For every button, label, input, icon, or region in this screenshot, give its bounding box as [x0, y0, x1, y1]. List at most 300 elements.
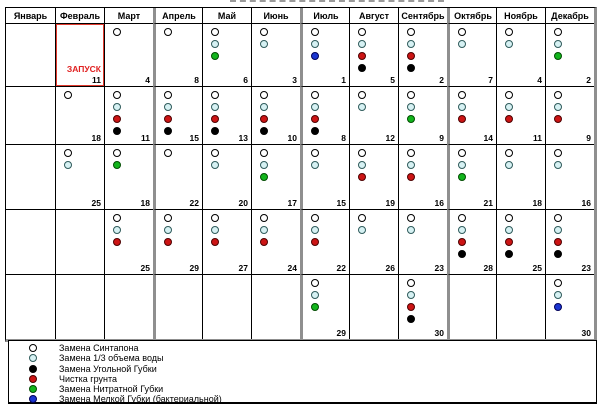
coal-sponge-dot [113, 127, 121, 135]
water-change-dot [554, 40, 562, 48]
startup-label: ЗАПУСК [66, 64, 101, 74]
cell-date: 18 [140, 198, 150, 208]
task-dots [546, 145, 594, 169]
calendar-cell [300, 209, 349, 274]
sintapon-change-dot [164, 91, 172, 99]
legend-label: Замена 1/3 объема воды [59, 353, 164, 364]
calendar-cell [300, 274, 349, 339]
calendar-table [5, 7, 597, 342]
calendar-cell [349, 23, 398, 86]
sintapon-change-dot [554, 28, 562, 36]
month-header-6: Июнь [251, 8, 300, 23]
calendar-cell [545, 274, 594, 339]
coal-sponge-dot [458, 250, 466, 258]
water-change-dot [311, 226, 319, 234]
water-change-dot [113, 103, 121, 111]
task-dots [450, 87, 496, 123]
calendar-cell [55, 86, 104, 144]
task-dots [303, 87, 349, 135]
cell-date: 8 [341, 133, 346, 143]
calendar-cell [349, 274, 398, 339]
legend-item [9, 353, 596, 363]
coal-sponge-dot [407, 315, 415, 323]
cell-date: 24 [287, 263, 297, 273]
task-dots [350, 145, 398, 181]
sintapon-change-dot [458, 214, 466, 222]
water-change-dot [505, 161, 513, 169]
calendar-cell [349, 144, 398, 209]
water-change-dot [407, 103, 415, 111]
cell-date: 7 [488, 75, 493, 85]
sintapon-change-dot [113, 149, 121, 157]
sintapon-change-dot [505, 149, 513, 157]
calendar-cell [447, 23, 496, 86]
sintapon-change-dot [358, 28, 366, 36]
calendar-cell [104, 23, 153, 86]
calendar-cell [300, 86, 349, 144]
calendar-cell [55, 144, 104, 209]
nitrate-sponge-dot [211, 52, 219, 60]
cell-date: 29 [189, 263, 199, 273]
sintapon-change-dot [554, 149, 562, 157]
water-change-dot [554, 226, 562, 234]
calendar-cell [202, 274, 251, 339]
task-dots [303, 24, 349, 60]
sintapon-change-dot [358, 149, 366, 157]
sintapon-change-dot [211, 28, 219, 36]
cell-date: 22 [189, 198, 199, 208]
legend-label: Чистка грунта [59, 373, 117, 384]
task-dots [252, 24, 300, 48]
sintapon-change-dot [311, 149, 319, 157]
task-dots [546, 275, 594, 311]
cell-date: 23 [434, 263, 444, 273]
sintapon-change-dot [458, 91, 466, 99]
task-dots [350, 210, 398, 234]
nitrate-sponge-dot [407, 115, 415, 123]
ground-cleaning-dot [407, 173, 415, 181]
calendar-cell [496, 209, 545, 274]
water-change-legend-dot [29, 354, 37, 362]
task-dots [546, 210, 594, 258]
task-dots [450, 145, 496, 181]
task-dots [105, 145, 153, 169]
task-dots [252, 87, 300, 135]
cell-date: 19 [385, 198, 395, 208]
month-header-8: Август [349, 8, 398, 23]
cell-date: 2 [586, 75, 591, 85]
task-dots [497, 210, 545, 258]
coal-sponge-legend-dot [29, 365, 37, 373]
water-change-dot [407, 40, 415, 48]
cell-date: 9 [439, 133, 444, 143]
ground-cleaning-dot [260, 238, 268, 246]
water-change-dot [407, 161, 415, 169]
legend-item [9, 364, 596, 374]
cell-date: 1 [341, 75, 346, 85]
calendar-cell [496, 86, 545, 144]
sintapon-change-dot [505, 91, 513, 99]
cell-date: 11 [92, 75, 101, 85]
calendar-cell [202, 209, 251, 274]
cell-date: 18 [532, 198, 542, 208]
sintapon-change-dot [260, 149, 268, 157]
sintapon-change-dot [554, 279, 562, 287]
legend-label: Замена Угольной Губки [59, 363, 157, 374]
cell-date: 3 [292, 75, 297, 85]
calendar-cell [6, 209, 55, 274]
coal-sponge-dot [311, 127, 319, 135]
nitrate-sponge-legend-dot [29, 385, 37, 393]
cell-date: 6 [243, 75, 248, 85]
water-change-dot [311, 40, 319, 48]
water-change-dot [554, 161, 562, 169]
calendar-cell [55, 274, 104, 339]
ground-cleaning-dot [505, 115, 513, 123]
calendar-cell [300, 23, 349, 86]
fine-sponge-legend-dot [29, 395, 37, 403]
calendar-cell [6, 274, 55, 339]
ground-cleaning-dot [311, 115, 319, 123]
calendar-cell [202, 144, 251, 209]
ground-cleaning-dot [407, 52, 415, 60]
water-change-dot [260, 103, 268, 111]
water-change-dot [458, 40, 466, 48]
cell-date: 25 [532, 263, 542, 273]
sintapon-change-dot [554, 91, 562, 99]
ground-cleaning-dot [260, 115, 268, 123]
nitrate-sponge-dot [554, 52, 562, 60]
sintapon-change-dot [211, 214, 219, 222]
task-dots [399, 145, 447, 181]
calendar-cell [447, 144, 496, 209]
ground-cleaning-dot [164, 238, 172, 246]
calendar-cell [104, 209, 153, 274]
calendar-cell [6, 23, 55, 86]
task-dots [303, 275, 349, 311]
sintapon-change-dot [64, 149, 72, 157]
sintapon-change-dot [311, 279, 319, 287]
task-dots [203, 145, 251, 169]
coal-sponge-dot [505, 250, 513, 258]
month-header-12: Декабрь [545, 8, 594, 23]
coal-sponge-dot [358, 64, 366, 72]
task-dots [156, 210, 202, 246]
ground-cleaning-dot [311, 238, 319, 246]
task-dots [203, 87, 251, 135]
water-change-dot [358, 161, 366, 169]
cell-date: 4 [537, 75, 542, 85]
cell-date: 16 [581, 198, 591, 208]
sintapon-change-dot [407, 214, 415, 222]
calendar-cell [545, 86, 594, 144]
task-dots [203, 24, 251, 60]
calendar-cell [6, 144, 55, 209]
ground-cleaning-dot [407, 303, 415, 311]
sintapon-change-dot [311, 91, 319, 99]
calendar-cell [153, 144, 202, 209]
cell-date: 25 [91, 198, 101, 208]
coal-sponge-dot [211, 127, 219, 135]
ground-cleaning-dot [113, 238, 121, 246]
water-change-dot [458, 103, 466, 111]
task-dots [450, 210, 496, 258]
calendar-cell [153, 86, 202, 144]
legend-label: Замена Нитратной Губки [59, 384, 164, 395]
calendar-cell [398, 209, 447, 274]
calendar-cell [398, 23, 447, 86]
calendar-cell [251, 144, 300, 209]
calendar-cell [153, 274, 202, 339]
water-change-dot [311, 103, 319, 111]
calendar-cell [545, 144, 594, 209]
legend-item [9, 384, 596, 394]
month-header-3: Март [104, 8, 153, 23]
sintapon-change-dot [211, 149, 219, 157]
calendar-cell [398, 274, 447, 339]
ground-cleaning-dot [554, 238, 562, 246]
water-change-dot [505, 226, 513, 234]
cell-date: 15 [189, 133, 199, 143]
cell-date: 20 [238, 198, 248, 208]
water-change-dot [211, 103, 219, 111]
page-break-dashes-top [230, 0, 444, 2]
water-change-dot [164, 226, 172, 234]
task-dots [450, 24, 496, 48]
calendar-cell [251, 274, 300, 339]
water-change-dot [311, 291, 319, 299]
sintapon-change-dot [164, 214, 172, 222]
cell-date: 4 [145, 75, 150, 85]
task-dots [399, 24, 447, 72]
month-header-4: Апрель [153, 8, 202, 23]
task-dots [303, 145, 349, 169]
coal-sponge-dot [164, 127, 172, 135]
legend-item [9, 343, 596, 353]
water-change-dot [260, 161, 268, 169]
cell-date: 21 [483, 198, 493, 208]
sintapon-change-legend-dot [29, 344, 37, 352]
month-header-1: Январь [13, 10, 48, 21]
ground-cleaning-dot [113, 115, 121, 123]
ground-cleaning-dot [211, 238, 219, 246]
water-change-dot [407, 291, 415, 299]
water-change-dot [358, 40, 366, 48]
water-change-dot [505, 103, 513, 111]
task-dots [546, 87, 594, 123]
sintapon-change-dot [260, 91, 268, 99]
cell-date: 11 [533, 133, 542, 143]
legend-box [8, 340, 597, 404]
water-change-dot [311, 161, 319, 169]
water-change-dot [358, 226, 366, 234]
coal-sponge-dot [260, 127, 268, 135]
ground-cleaning-dot [458, 238, 466, 246]
month-header-9: Сентябрь [398, 8, 447, 23]
fine-sponge-dot [554, 303, 562, 311]
water-change-dot [458, 226, 466, 234]
cell-date: 9 [586, 133, 591, 143]
task-dots [497, 87, 545, 123]
task-dots [105, 87, 153, 135]
calendar-cell [349, 86, 398, 144]
nitrate-sponge-dot [311, 303, 319, 311]
calendar-cell [447, 209, 496, 274]
sintapon-change-dot [554, 214, 562, 222]
calendar-cell [55, 23, 104, 86]
cell-date: 12 [385, 133, 395, 143]
task-dots [399, 210, 447, 234]
calendar-cell [202, 23, 251, 86]
task-dots [350, 87, 398, 111]
month-header-7: Июль [300, 8, 349, 23]
ground-cleaning-dot [358, 173, 366, 181]
ground-cleaning-dot [505, 238, 513, 246]
calendar-cell [202, 86, 251, 144]
sintapon-change-dot [260, 28, 268, 36]
task-dots [105, 210, 153, 246]
water-change-dot [407, 226, 415, 234]
sintapon-change-dot [260, 214, 268, 222]
coal-sponge-dot [407, 64, 415, 72]
legend-label: Замена Мелкой Губки (бактериальной) [59, 394, 222, 405]
task-dots [497, 145, 545, 169]
water-change-dot [554, 291, 562, 299]
cell-date: 14 [483, 133, 493, 143]
month-header-5: Май [202, 8, 251, 23]
cell-date: 26 [385, 263, 395, 273]
sintapon-change-dot [311, 214, 319, 222]
calendar-cell [545, 23, 594, 86]
task-dots [350, 24, 398, 72]
legend-label: Замена Синтапона [59, 343, 139, 353]
cell-date: 5 [390, 75, 395, 85]
sintapon-change-dot [505, 214, 513, 222]
calendar-cell [6, 86, 55, 144]
task-dots [252, 210, 300, 246]
water-change-dot [164, 103, 172, 111]
cell-date: 28 [483, 263, 493, 273]
cell-date: 29 [336, 328, 346, 338]
water-change-dot [260, 40, 268, 48]
cell-date: 2 [439, 75, 444, 85]
task-dots [203, 210, 251, 246]
task-dots [399, 275, 447, 323]
sintapon-change-dot [164, 28, 172, 36]
calendar-cell [251, 209, 300, 274]
cell-date: 16 [434, 198, 444, 208]
task-dots [56, 145, 104, 169]
calendar-cell [104, 144, 153, 209]
cell-date: 13 [238, 133, 248, 143]
cell-date: 27 [238, 263, 248, 273]
task-dots [156, 87, 202, 135]
task-dots [156, 24, 202, 36]
cell-date: 22 [336, 263, 346, 273]
cell-date: 18 [91, 133, 101, 143]
calendar-cell [496, 23, 545, 86]
task-dots [252, 145, 300, 181]
calendar-cell [104, 274, 153, 339]
task-dots [546, 24, 594, 60]
task-dots [303, 210, 349, 246]
task-dots [105, 24, 153, 36]
ground-cleaning-dot [358, 52, 366, 60]
coal-sponge-dot [554, 250, 562, 258]
calendar-cell [153, 23, 202, 86]
water-change-dot [211, 161, 219, 169]
cell-date: 25 [140, 263, 150, 273]
calendar-cell [251, 23, 300, 86]
calendar-cell [104, 86, 153, 144]
cell-date: 23 [581, 263, 591, 273]
legend-item [9, 374, 596, 384]
task-dots [497, 24, 545, 48]
task-dots [156, 145, 202, 157]
sintapon-change-dot [113, 91, 121, 99]
sintapon-change-dot [311, 28, 319, 36]
calendar-cell [153, 209, 202, 274]
cell-date: 17 [287, 198, 297, 208]
water-change-dot [505, 40, 513, 48]
sintapon-change-dot [358, 214, 366, 222]
calendar-cell [496, 274, 545, 339]
ground-cleaning-legend-dot [29, 375, 37, 383]
sintapon-change-dot [407, 91, 415, 99]
water-change-dot [260, 226, 268, 234]
sintapon-change-dot [211, 91, 219, 99]
calendar-cell [447, 86, 496, 144]
month-header-10: Октябрь [447, 8, 496, 23]
ground-cleaning-dot [164, 115, 172, 123]
water-change-dot [554, 103, 562, 111]
calendar-cell [349, 209, 398, 274]
calendar-cell [300, 144, 349, 209]
water-change-dot [458, 161, 466, 169]
sintapon-change-dot [164, 149, 172, 157]
legend-item [9, 394, 596, 404]
sintapon-change-dot [407, 279, 415, 287]
sintapon-change-dot [505, 28, 513, 36]
cell-date: 30 [581, 328, 591, 338]
calendar-cell [447, 274, 496, 339]
calendar-cell [251, 86, 300, 144]
ground-cleaning-dot [211, 115, 219, 123]
sintapon-change-dot [407, 28, 415, 36]
sintapon-change-dot [458, 149, 466, 157]
sintapon-change-dot [113, 28, 121, 36]
calendar-cell [545, 209, 594, 274]
water-change-dot [211, 40, 219, 48]
water-change-dot [358, 103, 366, 111]
nitrate-sponge-dot [458, 173, 466, 181]
sintapon-change-dot [113, 214, 121, 222]
task-dots [56, 87, 104, 99]
water-change-dot [211, 226, 219, 234]
cell-date: 11 [141, 133, 150, 143]
task-dots [399, 87, 447, 123]
cell-date: 10 [287, 133, 297, 143]
ground-cleaning-dot [458, 115, 466, 123]
ground-cleaning-dot [554, 115, 562, 123]
sintapon-change-dot [407, 149, 415, 157]
sintapon-change-dot [64, 91, 72, 99]
cell-date: 15 [336, 198, 346, 208]
calendar-cell [496, 144, 545, 209]
cell-date: 8 [194, 75, 199, 85]
sintapon-change-dot [458, 28, 466, 36]
nitrate-sponge-dot [260, 173, 268, 181]
